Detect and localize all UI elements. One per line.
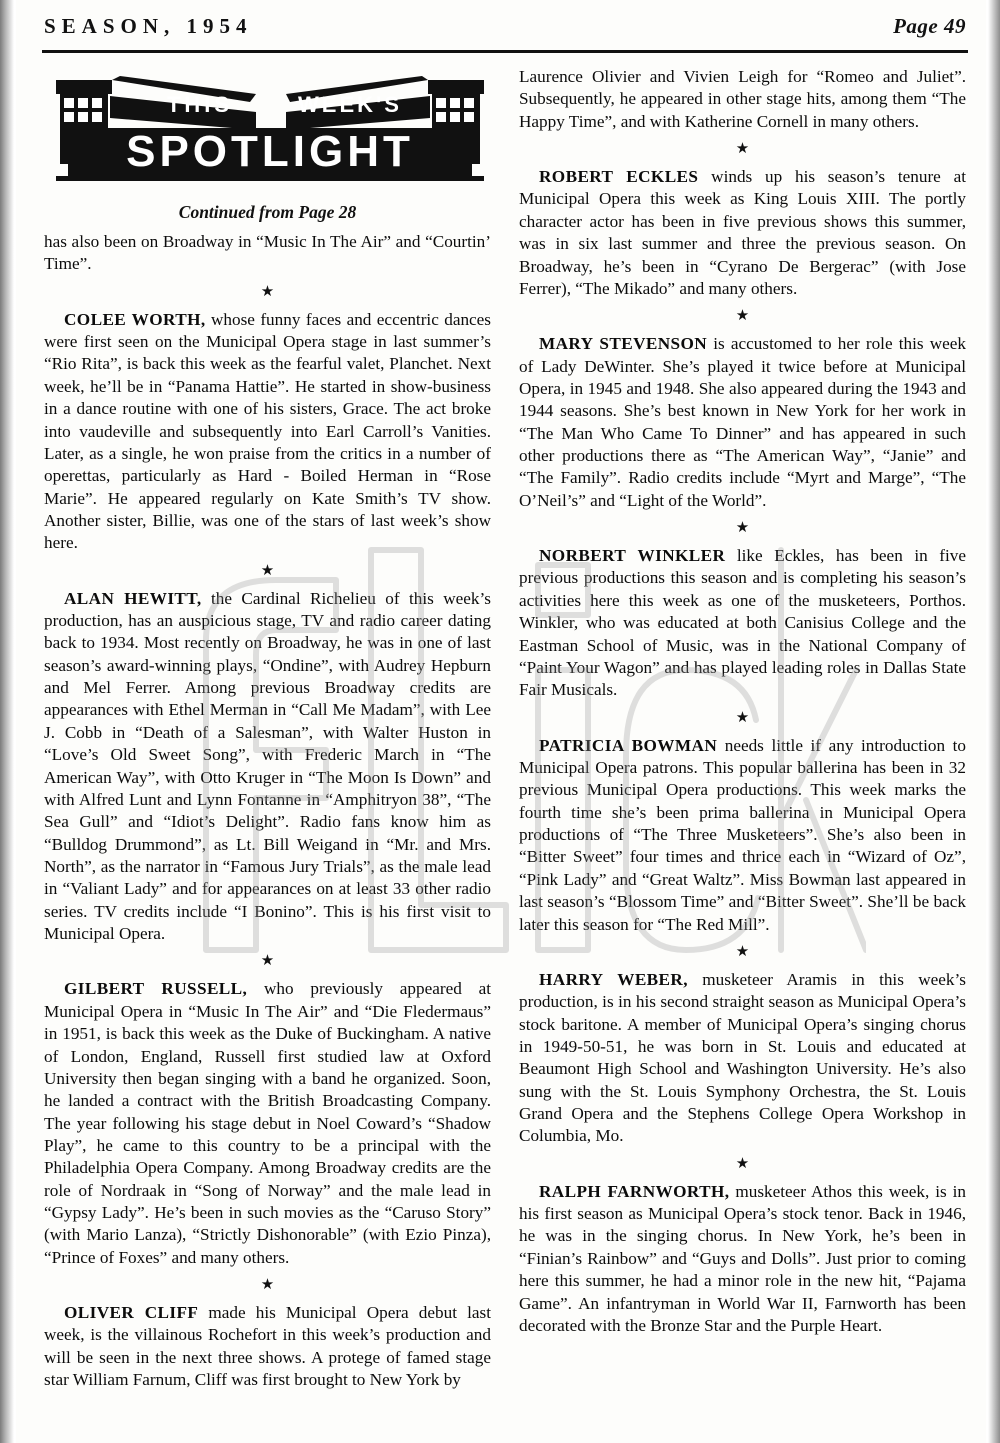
star-divider: ★ [260, 283, 275, 300]
spotlight-masthead-logo [50, 72, 490, 192]
continued-from-note: Continued from Page 28 [178, 202, 357, 222]
paragraph-gilbert-russell: GILBERT RUSSELL, who previously appeared at Municipal Opera in “Music In The Air” and “Die Fledermaus” in 1951, is back this week as the Duke of Buckingham. A native of London, England, Russell first studied law at Oxford University then began singing with a band he organized. Soon, he landed a contract with the British Broadcasting Company. The year following his stage debut in Noel Coward’s “Shadow Play”, he came to this country to be a principal with the Philadelphia Opera Company. Among Broadway credits are the role of Nordraak in “Song of Norway” and the male lead in “Gypsy Lady”. He’s been in such movies as the “Caruso Story” (with Mario Lanza), “Strictly Dishonorable” (with Ezio Pinza), “Prince of Foxes” and many others. [44, 979, 491, 1267]
lead-name-norbert-winkler: NORBERT WINKLER [539, 546, 726, 566]
paragraph-ralph-farnworth: RALPH FARNWORTH, musketeer Athos this week, is in his first season as Municipal Opera’s stock tenor. Back in 1946, he was in the singing chorus. In New York, he’s been in “Finian’s Rainbow” and “Guys and Dolls”. Just prior to coming here this summer, he had a minor role in the new hit, “Pajama Game”. An infantryman in World War II, Farnworth has been decorated with the Bronze Star and the Purple Heart. [519, 1181, 966, 1335]
article-columns [44, 66, 966, 1421]
lead-name-mary-stevenson: MARY STEVENSON [539, 334, 708, 354]
lead-name-alan-hewitt: ALAN HEWITT, [64, 588, 202, 608]
paragraph-oliver-cliff: OLIVER CLIFF made his Municipal Opera debut last week, is the villainous Rochefort in this week’s production and will be seen in the next three shows. A protege of famed stage star William Farnum, Cliff was first brought to New York by [44, 1303, 491, 1390]
star-divider: ★ [735, 308, 750, 325]
header-page-number: Page 49 [893, 14, 966, 38]
star-divider: ★ [260, 562, 275, 579]
left-column [44, 66, 491, 1421]
star-divider: ★ [735, 520, 750, 537]
svg-text:WEEK'S: WEEK'S [298, 92, 402, 117]
lead-name-gilbert-russell: GILBERT RUSSELL, [64, 979, 248, 999]
lead-name-patricia-bowman: PATRICIA BOWMAN [539, 735, 718, 755]
paragraph-oliver-cliff-continued: Laurence Olivier and Vivien Leigh for “Romeo and Juliet”. Subsequently, he appeared in other stage hits, among them “The Happy Time”, and with Katherine Cornell in many others. [519, 67, 966, 131]
star-divider: ★ [735, 141, 750, 158]
lead-name-colee-worth: COLEE WORTH, [64, 309, 206, 329]
header-rule [42, 50, 968, 53]
paragraph-robert-eckles: ROBERT ECKLES winds up his season’s tenure at Municipal Opera this week as King Louis XIII. The portly character actor has been in five previous shows this summer, was in six last summer and three the previous season. On Broadway, he’s been in “Cyrano De Bergerac” (with Jose Ferrer), “The Mikado” and many others. [519, 167, 966, 298]
star-divider: ★ [735, 1155, 750, 1172]
star-divider: ★ [260, 953, 275, 970]
paragraph-alan-hewitt: ALAN HEWITT, the Cardinal Richelieu of this week’s production, has an auspicious stage, TV and radio career dating back to 1934. Most recently on Broadway, he was in one of last season’s award-winning plays, “Ondine”, with Audrey Hepburn and Mel Ferrer. Among previous Broadway credits are appearances with Ethel Merman in “Call Me Madam”, with Lee J. Cobb in “Death of a Salesman”, with Walter Huston in “Love’s Old Sweet Song”, with Frederic March in “The American Way”, with Otto Kruger in “The Moon Is Down” and with Alfred Lunt and Lynn Fontanne in “Amphitryon 38”, “The Sea Gull” and “Idiot’s Delight”. Radio fans know him as “Bulldog Drummond”, as Lt. Bill Weigand in “Mr. and Mrs. North”, as the narrator in “Famous Jury Trials”, as the male lead in “Valiant Lady” and for appearances on at least 33 other radio series. TV credits include “I Bonino”. This is his first visit to Municipal Opera. [44, 588, 491, 944]
svg-text:SPOTLIGHT: SPOTLIGHT [126, 127, 414, 176]
right-column [519, 66, 966, 1421]
page-sheet [16, 0, 986, 1443]
paragraph-continued-text: has also been on Broadway in “Music In The Air” and “Courtin’ Time”. [44, 232, 491, 274]
lead-name-robert-eckles: ROBERT ECKLES [539, 167, 699, 187]
lead-name-harry-weber: HARRY WEBER, [539, 969, 688, 989]
lead-name-oliver-cliff: OLIVER CLIFF [64, 1303, 199, 1323]
page-header [44, 14, 966, 48]
star-divider: ★ [735, 943, 750, 960]
paragraph-colee-worth: COLEE WORTH, whose funny faces and eccentric dances were first seen on the Municipal Opera stage in last summer’s “Rio Rita”, is back this week as the fearful valet, Planchet. Next week, he’ll be in “Panama Hattie”. He started in show-business in a dance routine with one of his sisters, Grace. The act broke into vaudeville and subsequently into Earl Carroll’s Vanities. Later, as a single, he won praise from the critics in a number of operettas, particularly as Hard - Boiled Herman in “Rose Marie”. He appeared regularly on Kate Smith’s TV show. Another sister, Billie, was one of the stars of last week’s show here. [44, 309, 491, 553]
header-season-label: SEASON, 1954 [44, 14, 253, 38]
paragraph-mary-stevenson: MARY STEVENSON is accustomed to her role this week of Lady DeWinter. She’s played it twice before at Municipal Opera, in 1945 and 1948. She also appeared during the 1943 and 1944 seasons. She’s best known in New York for her work in “The Man Who Came To Dinner” and has appeared in such other productions there as “The American Way”, “Janie” and “The Family”. Radio credits include “Myrt and Marge”, “The O’Neil’s” and “Light of the World”. [519, 334, 966, 510]
svg-text:THIS: THIS [166, 92, 234, 117]
star-divider: ★ [260, 1277, 275, 1294]
paragraph-patricia-bowman: PATRICIA BOWMAN needs little if any introduction to Municipal Opera patrons. This popular ballerina has been in 32 previous Municipal Opera productions. This week marks the fourth time she’s been prima ballerina in Municipal Opera productions of “The Three Musketeers”. She’s also been in “Bitter Sweet” four times and thrice each in “Wizard of Oz”, “Pink Lady” and “Great Waltz”. Miss Bowman last appeared in last season’s “Blossom Time” and “Bitter Sweet”. She’ll be back later this season for “The Red Mill”. [519, 735, 966, 934]
paragraph-harry-weber: HARRY WEBER, musketeer Aramis in this week’s production, is in his second straight season as Municipal Opera’s stock baritone. A member of Municipal Opera’s singing chorus in 1949-50-51, he was born in St. Louis and educated at Beaumont High School and Washington University. He’s also sung with the St. Louis Symphony Orchestra, the St. Louis Grand Opera and the Stephens College Opera Workshop in Columbia, Mo. [519, 969, 966, 1146]
lead-name-ralph-farnworth: RALPH FARNWORTH, [539, 1181, 730, 1201]
paragraph-norbert-winkler: NORBERT WINKLER like Eckles, has been in five previous productions this season and is completing his season’s activities here this week as one of the musketeers, Porthos. Winkler, who was educated at both Canisius College and the Eastman School of Music, was in the National Company of “Paint Your Wagon” and has played leading roles in Dallas State Fair Musicals. [519, 546, 966, 700]
star-divider: ★ [735, 709, 750, 726]
